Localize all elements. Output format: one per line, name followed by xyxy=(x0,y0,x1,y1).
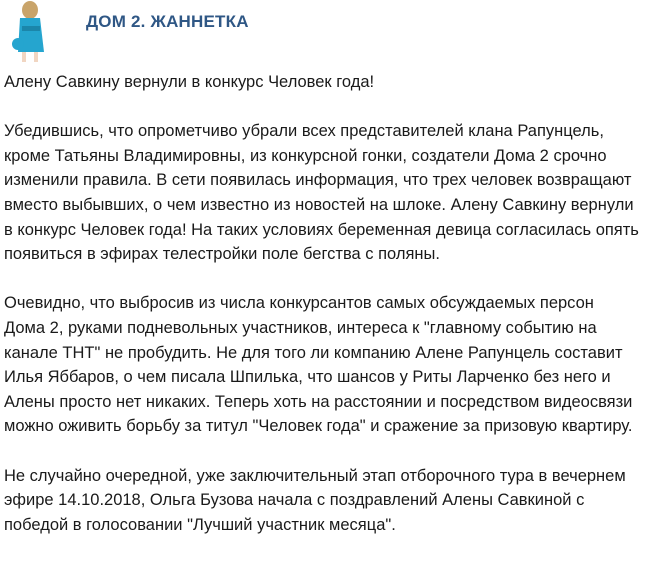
article-paragraph xyxy=(4,464,668,538)
text-line: кроме Татьяны Владимировны, из конкурсной гонки, создатели Дома 2 срочно xyxy=(4,146,607,165)
text-line: вместо выбывших, о чем известно из новостей на шлоке. Алену Савкину вернули xyxy=(4,195,634,214)
text-line: можно оживить борьбу за титул "Человек года" и сражение за призовую квартиру. xyxy=(4,417,633,436)
text-line: Алены просто нет никаких. Теперь хоть на расстоянии и посредством видеосвязи xyxy=(4,392,633,411)
header xyxy=(0,0,670,62)
text-line: Дома 2, руками подневольных участников, интереса к "главному событию на xyxy=(4,318,597,337)
article-body xyxy=(4,70,668,562)
article-paragraph xyxy=(4,291,668,439)
text-line: Очевидно, что выбросив из числа конкурсантов самых обсуждаемых персон xyxy=(4,294,594,313)
avatar-image[interactable] xyxy=(8,0,54,64)
text-line: эфире 14.10.2018, Ольга Бузова начала с поздравлений Алены Савкиной с xyxy=(4,491,585,510)
text-line: Илья Яббаров, о чем писала Шпилька, что шансов у Риты Ларченко без него и xyxy=(4,368,611,387)
text-line: изменили правила. В сети появилась информация, что трех человек возвращают xyxy=(4,171,632,190)
text-line: канале ТНТ" не пробудить. Не для того ли компанию Алене Рапунцель составит xyxy=(4,343,623,362)
text-line: победой в голосовании "Лучший участник месяца". xyxy=(4,515,396,534)
text-line: Не случайно очередной, уже заключительный этап отборочного тура в вечернем xyxy=(4,466,626,485)
text-line: появиться в эфирах телестройки поле бегства с поляны. xyxy=(4,245,440,264)
text-line: Убедившись, что опрометчиво убрали всех представителей клана Рапунцель, xyxy=(4,122,604,141)
article-headline xyxy=(4,70,668,95)
article-paragraph xyxy=(4,119,668,267)
page-title[interactable]: ДОМ 2. ЖАННЕТКА xyxy=(86,12,249,31)
text-line: Алену Савкину вернули в конкурс Человек года! xyxy=(4,73,375,91)
text-line: в конкурс Человек года! На таких условиях беременная девица согласилась опять xyxy=(4,220,639,239)
